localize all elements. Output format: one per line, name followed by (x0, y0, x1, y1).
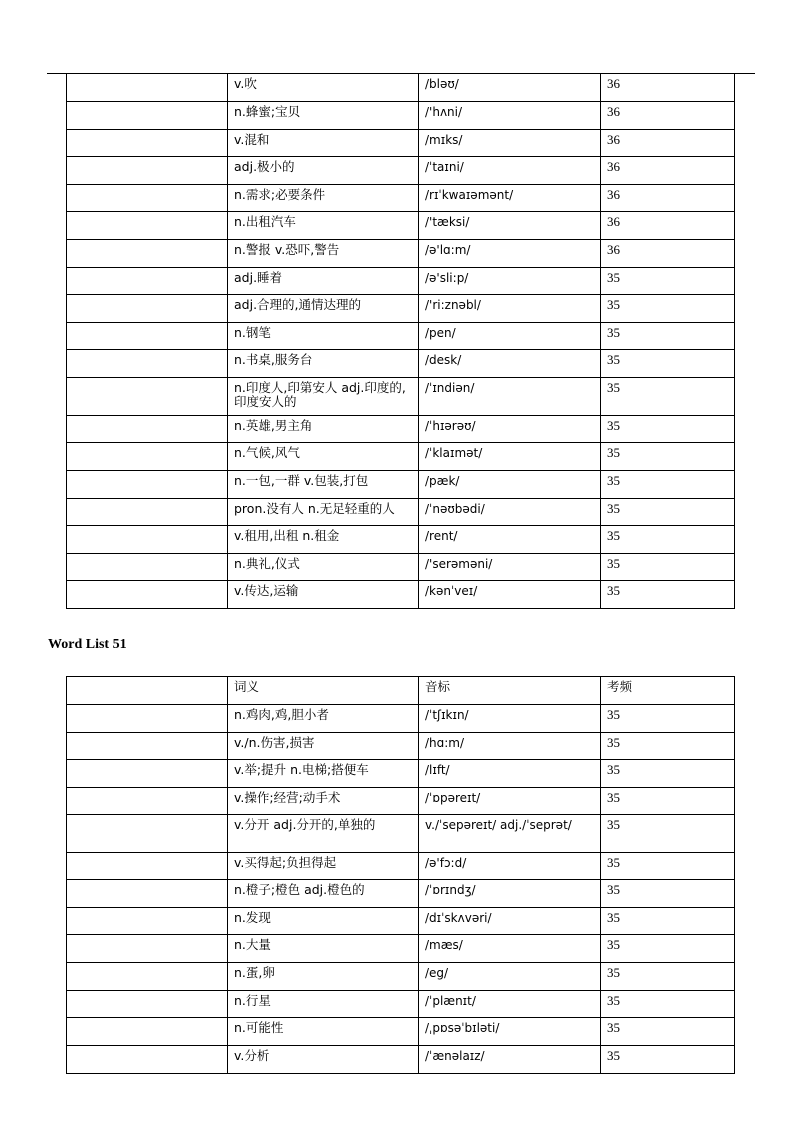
meaning-cell: v.分开 adj.分开的,单独的 (228, 815, 419, 853)
blank-cell (67, 443, 228, 471)
phonetic-cell: /ˈhɪərəʊ/ (419, 416, 601, 443)
frequency-cell: 35 (601, 991, 735, 1018)
frequency-cell: 35 (601, 526, 735, 554)
frequency-cell: 35 (601, 733, 735, 760)
blank-cell (67, 323, 228, 350)
frequency-cell: 35 (601, 788, 735, 815)
blank-cell (67, 788, 228, 815)
meaning-cell: n.发现 (228, 908, 419, 935)
blank-cell (67, 350, 228, 378)
frequency-cell: 35 (601, 935, 735, 963)
phonetic-cell: /mæs/ (419, 935, 601, 963)
frequency-cell: 36 (601, 157, 735, 185)
meaning-cell: pron.没有人 n.无足轻重的人 (228, 499, 419, 526)
frequency-cell: 35 (601, 416, 735, 443)
meaning-cell: n.蛋,卵 (228, 963, 419, 991)
header-phonetic: 音标 (419, 677, 601, 705)
frequency-cell: 35 (601, 880, 735, 908)
meaning-cell: n.行星 (228, 991, 419, 1018)
phonetic-cell: /pen/ (419, 323, 601, 350)
phonetic-cell: /desk/ (419, 350, 601, 378)
meaning-cell: v.操作;经营;动手术 (228, 788, 419, 815)
frequency-cell: 35 (601, 443, 735, 471)
meaning-cell: n.钢笔 (228, 323, 419, 350)
meaning-cell: n.警报 v.恐吓,警告 (228, 240, 419, 268)
phonetic-cell: /ˈɒpəreɪt/ (419, 788, 601, 815)
frequency-cell: 36 (601, 102, 735, 130)
phonetic-cell: /'serəməni/ (419, 554, 601, 581)
frequency-cell: 35 (601, 350, 735, 378)
blank-cell (67, 74, 228, 102)
meaning-cell: v.分析 (228, 1046, 419, 1074)
header-blank-cell (67, 677, 228, 705)
table-row (67, 880, 735, 908)
phonetic-cell: /mɪks/ (419, 130, 601, 157)
phonetic-cell: /ˈænəlaɪz/ (419, 1046, 601, 1074)
blank-cell (67, 963, 228, 991)
table-row (67, 963, 735, 991)
meaning-cell: n.蜂蜜;宝贝 (228, 102, 419, 130)
blank-cell (67, 295, 228, 323)
table-row (67, 378, 735, 416)
frequency-cell: 35 (601, 295, 735, 323)
blank-cell (67, 130, 228, 157)
phonetic-cell: /ˈtʃɪkɪn/ (419, 705, 601, 733)
table-row (67, 443, 735, 471)
phonetic-cell: /rent/ (419, 526, 601, 554)
frequency-cell: 35 (601, 323, 735, 350)
meaning-cell: n.大量 (228, 935, 419, 963)
frequency-cell: 35 (601, 908, 735, 935)
blank-cell (67, 378, 228, 416)
frequency-cell: 36 (601, 74, 735, 102)
table-row (67, 908, 735, 935)
table-row (67, 323, 735, 350)
meaning-cell: n.印度人,印第安人 adj.印度的,印度安人的 (228, 378, 419, 416)
meaning-cell: n.一包,一群 v.包装,打包 (228, 471, 419, 499)
blank-cell (67, 853, 228, 880)
table-row (67, 705, 735, 733)
phonetic-cell: /dɪˈskʌvəri/ (419, 908, 601, 935)
blank-cell (67, 908, 228, 935)
meaning-cell: v.吹 (228, 74, 419, 102)
blank-cell (67, 1046, 228, 1074)
meaning-cell: n.需求;必要条件 (228, 185, 419, 212)
table-row (67, 991, 735, 1018)
phonetic-cell: /'ri:znəbl/ (419, 295, 601, 323)
meaning-cell: n.典礼,仪式 (228, 554, 419, 581)
frequency-cell: 35 (601, 760, 735, 788)
frequency-cell: 35 (601, 554, 735, 581)
phonetic-cell: /'hʌni/ (419, 102, 601, 130)
table-row (67, 935, 735, 963)
meaning-cell: adj.睡着 (228, 268, 419, 295)
phonetic-cell: /ə'fɔ:d/ (419, 853, 601, 880)
blank-cell (67, 471, 228, 499)
meaning-cell: adj.合理的,通情达理的 (228, 295, 419, 323)
phonetic-cell: /ˈtaɪni/ (419, 157, 601, 185)
phonetic-cell: /rɪˈkwaɪəmənt/ (419, 185, 601, 212)
phonetic-cell: /kənˈveɪ/ (419, 581, 601, 609)
meaning-cell: n.可能性 (228, 1018, 419, 1046)
header-meaning: 词义 (228, 677, 419, 705)
meaning-cell: v./n.伤害,损害 (228, 733, 419, 760)
frequency-cell: 35 (601, 499, 735, 526)
table-row (67, 130, 735, 157)
blank-cell (67, 212, 228, 240)
frequency-cell: 35 (601, 378, 735, 416)
table-row (67, 350, 735, 378)
table-row (67, 102, 735, 130)
frequency-cell: 36 (601, 130, 735, 157)
table-row (67, 471, 735, 499)
word-table-continued (66, 73, 735, 609)
meaning-cell: v.混和 (228, 130, 419, 157)
meaning-cell: v.买得起;负担得起 (228, 853, 419, 880)
frequency-cell: 35 (601, 581, 735, 609)
phonetic-cell: /ˌpɒsəˈbɪləti/ (419, 1018, 601, 1046)
blank-cell (67, 705, 228, 733)
blank-cell (67, 1018, 228, 1046)
table-row (67, 268, 735, 295)
table-row (67, 554, 735, 581)
frequency-cell: 35 (601, 853, 735, 880)
meaning-cell: v.租用,出租 n.租金 (228, 526, 419, 554)
frequency-cell: 35 (601, 471, 735, 499)
table-row (67, 815, 735, 853)
frequency-cell: 35 (601, 1018, 735, 1046)
meaning-cell: adj.极小的 (228, 157, 419, 185)
table-row (67, 212, 735, 240)
blank-cell (67, 185, 228, 212)
phonetic-cell: /hɑ:m/ (419, 733, 601, 760)
frequency-cell: 35 (601, 268, 735, 295)
table-row (67, 1018, 735, 1046)
blank-cell (67, 815, 228, 853)
phonetic-cell: /ə'sli:p/ (419, 268, 601, 295)
blank-cell (67, 416, 228, 443)
meaning-cell: v.传达,运输 (228, 581, 419, 609)
table-row (67, 1046, 735, 1074)
frequency-cell: 36 (601, 185, 735, 212)
table-row (67, 157, 735, 185)
phonetic-cell: /ə'lɑ:m/ (419, 240, 601, 268)
frequency-cell: 35 (601, 705, 735, 733)
table-row (67, 788, 735, 815)
word-table-51 (66, 676, 735, 1074)
frequency-cell: 35 (601, 815, 735, 853)
phonetic-cell: /bləʊ/ (419, 74, 601, 102)
header-frequency: 考频 (601, 677, 735, 705)
phonetic-cell: /eg/ (419, 963, 601, 991)
frequency-cell: 36 (601, 240, 735, 268)
blank-cell (67, 991, 228, 1018)
meaning-cell: n.鸡肉,鸡,胆小者 (228, 705, 419, 733)
phonetic-cell: /'tæksi/ (419, 212, 601, 240)
table-row (67, 499, 735, 526)
table-row (67, 295, 735, 323)
phonetic-cell: /ˈɒrɪndʒ/ (419, 880, 601, 908)
frequency-cell: 35 (601, 1046, 735, 1074)
table-row (67, 581, 735, 609)
phonetic-cell: /ˈnəʊbədi/ (419, 499, 601, 526)
blank-cell (67, 554, 228, 581)
blank-cell (67, 102, 228, 130)
phonetic-cell: /lɪft/ (419, 760, 601, 788)
blank-cell (67, 935, 228, 963)
blank-cell (67, 157, 228, 185)
meaning-cell: v.举;提升 n.电梯;搭便车 (228, 760, 419, 788)
table-row (67, 853, 735, 880)
frequency-cell: 35 (601, 963, 735, 991)
table-row (67, 733, 735, 760)
phonetic-cell: v./ˈsepəreɪt/ adj./ˈseprət/ (419, 815, 601, 853)
frequency-cell: 36 (601, 212, 735, 240)
blank-cell (67, 526, 228, 554)
table-row (67, 240, 735, 268)
table-row (67, 416, 735, 443)
blank-cell (67, 240, 228, 268)
word-list-heading: Word List 51 (48, 637, 127, 652)
phonetic-cell: /pæk/ (419, 471, 601, 499)
phonetic-cell: /ˈplænɪt/ (419, 991, 601, 1018)
blank-cell (67, 880, 228, 908)
blank-cell (67, 733, 228, 760)
meaning-cell: n.出租汽车 (228, 212, 419, 240)
table-header-row (67, 677, 735, 705)
blank-cell (67, 268, 228, 295)
table-row (67, 526, 735, 554)
meaning-cell: n.书桌,服务台 (228, 350, 419, 378)
table-row (67, 185, 735, 212)
phonetic-cell: /ˈklaɪmət/ (419, 443, 601, 471)
meaning-cell: n.英雄,男主角 (228, 416, 419, 443)
blank-cell (67, 581, 228, 609)
blank-cell (67, 760, 228, 788)
blank-cell (67, 499, 228, 526)
meaning-cell: n.气候,风气 (228, 443, 419, 471)
table-row (67, 74, 735, 102)
meaning-cell: n.橙子;橙色 adj.橙色的 (228, 880, 419, 908)
phonetic-cell: /ˈɪndiən/ (419, 378, 601, 416)
table-row (67, 760, 735, 788)
